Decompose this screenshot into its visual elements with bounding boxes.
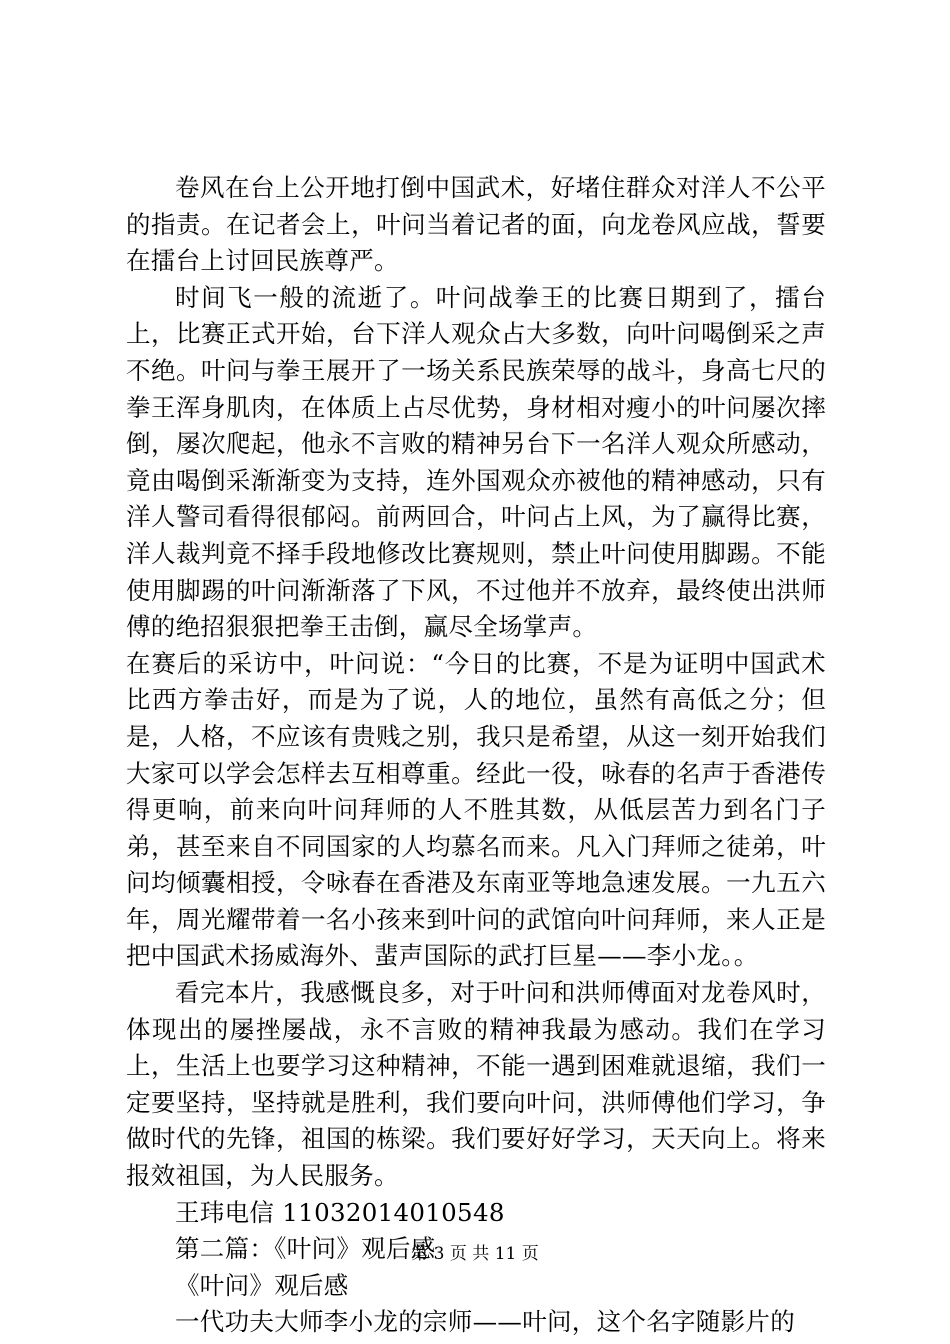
- author-line: 王玮电信 11032014010548: [175, 1197, 505, 1227]
- page-number-label: 第 3 页 共 11 页: [411, 1244, 539, 1264]
- document-body: [126, 170, 826, 1341]
- paragraph-2: 时间飞一般的流逝了。叶问战拳王的比赛日期到了，擂台上，比赛正式开始，台下洋人观众占大多数，向叶问喝倒采之声不绝。叶问与拳王展开了一场关系民族荣辱的战斗，身高七尺的拳王浑身肌肉，在体质上占尽优势，身材相对瘦小的叶问屡次摔倒，屡次爬起，他永不言败的精神另台下一名洋人观众所感动，竟由喝倒采渐渐变为支持，连外国观众亦被他的精神感动，只有洋人警司看得很郁闷。前两回合，叶问占上风，为了赢得比赛，洋人裁判竟不择手段地修改比赛规则，禁止叶问使用脚踢。不能使用脚踢的叶问渐渐落了下风，不过他并不放弃，最终使出洪师傅的绝招狠狠把拳王击倒，赢尽全场掌声。: [126, 282, 826, 642]
- paragraph-5: 一代功夫大师李小龙的宗师——叶问，这个名字随影片的: [175, 1307, 795, 1337]
- paragraph-4: 看完本片，我感慨良多，对于叶问和洪师傅面对龙卷风时，体现出的屡挫屡战，永不言败的精神我最为感动。我们在学习上，生活上也要学习这种精神，不能一遇到困难就退缩，我们一定要坚持，坚持就是胜利，我们要向叶问，洪师傅他们学习，争做时代的先锋，祖国的栋梁。我们要好好学习，天天向上。将来报效祖国，为人民服务。: [126, 978, 826, 1191]
- page-footer: [0, 1244, 950, 1264]
- section-heading: 第二篇：《叶问》观后感: [175, 1234, 436, 1264]
- paragraph-1: 卷风在台上公开地打倒中国武术，好堵住群众对洋人不公平的指责。在记者会上，叶问当着记者的面，向龙卷风应战，誓要在擂台上讨回民族尊严。: [126, 173, 826, 276]
- section-title: 《叶问》观后感: [175, 1270, 349, 1300]
- paragraph-3: 在赛后的采访中，叶问说：“今日的比赛，不是为证明中国武术比西方拳击好，而是为了说，人的地位，虽然有高低之分；但是，人格，不应该有贵贱之别，我只是希望，从这一刻开始我们大家可以学会怎样去互相尊重。经此一役，咏春的名声于香港传得更响，前来向叶问拜师的人不胜其数，从低层苦力到名门子弟，甚至来自不同国家的人均慕名而来。凡入门拜师之徒弟，叶问均倾囊相授，令咏春在香港及东南亚等地急速发展。一九五六年，周光耀带着一名小孩来到叶问的武馆向叶问拜师，来人正是把中国武术扬威海外、蜚声国际的武打巨星——李小龙。。: [126, 648, 826, 971]
